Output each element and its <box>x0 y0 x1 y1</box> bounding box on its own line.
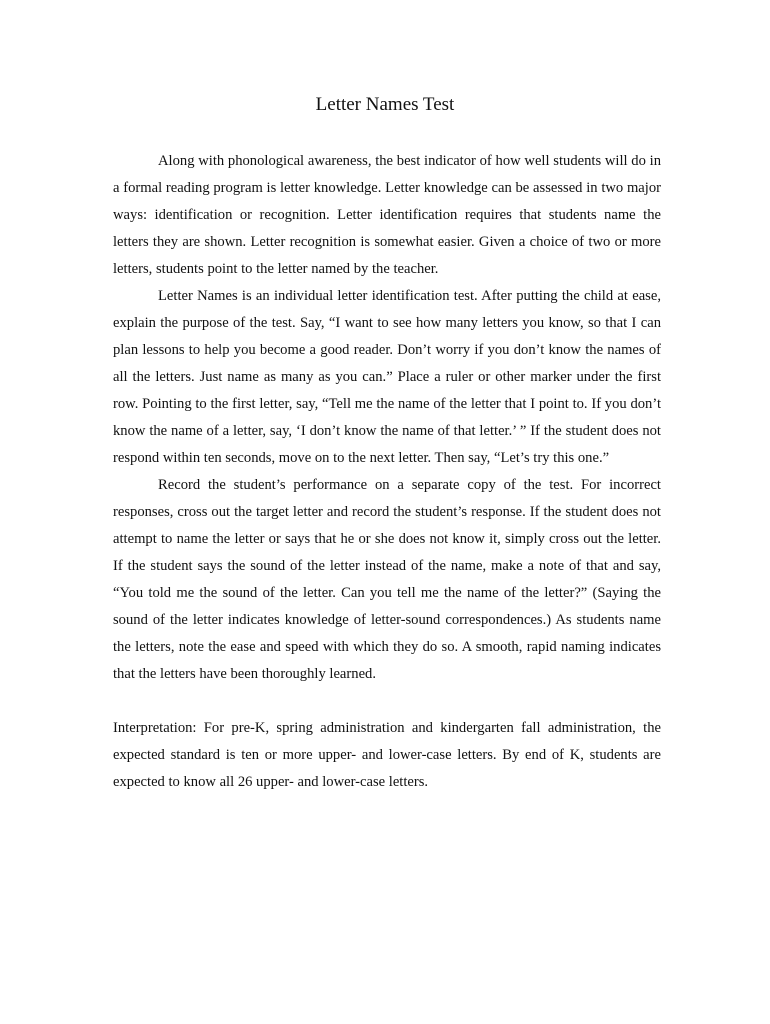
page-title: Letter Names Test <box>315 94 455 115</box>
document-body <box>113 148 661 796</box>
paragraph-procedure: Letter Names is an individual letter identification test. After putting the child at ease, explain the purpose of the test. Say, “I want to see how many letters you know, so that I can plan lessons to help you become a good reader. Don’t worry if you don’t know the names of all the letters. Just name as many as you can.” Place a ruler or other marker under the first row. Pointing to the first letter, say, “Tell me the name of the letter that I point to. If you don’t know the name of a letter, say, ‘I don’t know the name of that letter.’ ” If the student does not respond within ten seconds, move on to the next letter. Then say, “Let’s try this one.” <box>113 288 661 466</box>
paragraph-interpretation: Interpretation: For pre-K, spring administration and kindergarten fall administration, the expected standard is ten or more upper- and lower-case letters. By end of K, students are expected to know all 26 upper- and lower-case letters. <box>113 720 661 790</box>
paragraph-gap <box>113 688 661 715</box>
paragraph-intro: Along with phonological awareness, the best indicator of how well students will do in a formal reading program is letter knowledge. Letter knowledge can be assessed in two major ways: identification or recognition. Letter identification requires that students name the letters they are shown. Letter recognition is somewhat easier. Given a choice of two or more letters, students point to the letter named by the teacher. <box>113 153 661 277</box>
paragraph-recording: Record the student’s performance on a separate copy of the test. For incorrect responses, cross out the target letter and record the student’s response. If the student does not attempt to name the letter or says that he or she does not know it, simply cross out the letter. If the student says the sound of the letter instead of the name, make a note of that and say, “You told me the sound of the letter. Can you tell me the name of the letter?” (Saying the sound of the letter indicates knowledge of letter-sound correspondences.) As students name the letters, note the ease and speed with which they do so. A smooth, rapid naming indicates that the letters have been thoroughly learned. <box>113 477 661 682</box>
